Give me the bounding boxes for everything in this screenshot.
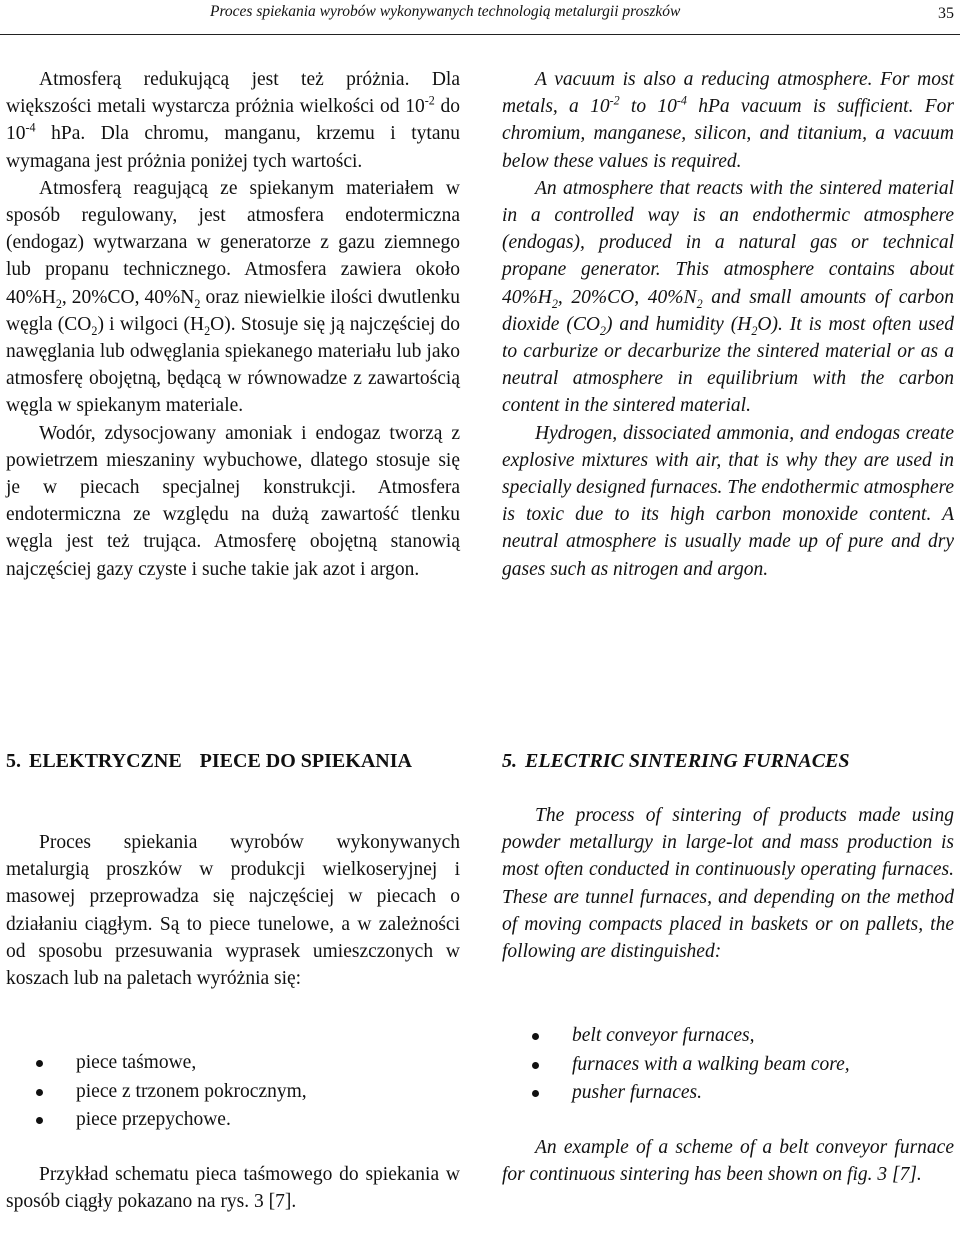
list-item: piece taśmowe, xyxy=(6,1049,460,1078)
pl-paragraph-endogas: Atmosferą reagującą ze spiekanym materiałem w sposób regulowany, jest atmosfera endotermiczna (endogaz) wytwarzana w generatorze z gazu ziemnego lub propanu technicznego. Atmosfera zawiera około $40\%H_2$, 20%CO, $40\%N_2$ oraz niewielkie ilości dwutlenku węgla $(CO_2)$ i wilgoci $(H_2O)$. Stosuje się ją najczęściej do nawęglania lub odwęglania spiekanego materiału lub jako atmosferę obojętną, będącą w równowadze z zawartością węgla w spiekanym materiale. xyxy=(6,177,460,417)
pl-furnace-types-list xyxy=(6,1049,460,1135)
pl-paragraph-vacuum: Atmosferą redukującą jest też próżnia. Dla większości metali wystarcza próżnia wielkości od $10^{-2}$ do $10^{-4}$ hPa. Dla chromu, manganu, krzemu i tytanu wymagana jest próżnia poniżej tych wartości. xyxy=(6,69,461,172)
en-paragraph-explosive: Hydrogen, dissociated ammonia, and endogas create explosive mixtures with air, that is why they are used in specially designed furnaces. The endothermic atmosphere is toxic due to its high carbon monoxide content. A neutral atmosphere is usually made up of pure and dry gases such as nitrogen and argon. xyxy=(502,422,955,580)
pl-section-heading: 5. ELEKTRYCZNE PIECE DO SPIEKANIA xyxy=(6,750,412,772)
running-title: Proces spiekania wyrobów wykonywanych technologią metalurgii proszków xyxy=(210,3,681,20)
en-paragraph-vacuum: A vacuum is also a reducing atmosphere. For most metals, a $10^{-2}$ to $10^{-4}$ hPa vacuum is sufficient. For chromium, manganese, silicon, and titanium, a vacuum below these values is required. xyxy=(502,69,954,172)
list-item: furnaces with a walking beam core, xyxy=(502,1051,954,1080)
list-item: pusher furnaces. xyxy=(502,1079,954,1108)
en-paragraph-endogas: An atmosphere that reacts with the sintered material in a controlled way is an endothermic atmosphere (endogas), produced in a natural gas or technical propane generator. This atmosphere contains about $40\%H_2$, 20%CO, $40\%N_2$ and small amounts of carbon dioxide $(CO_2)$ and humidity $(H_2O)$. It is most often used to carburize or decarburize the sintered material or as a neutral atmosphere in equilibrium with the carbon content in the sintered material. xyxy=(502,177,955,417)
english-column-upper xyxy=(502,66,954,583)
page-number: 35 xyxy=(938,5,954,22)
list-item: piece przepychowe. xyxy=(6,1106,460,1135)
polish-column-lower xyxy=(6,829,460,992)
list-item: belt conveyor furnaces, xyxy=(502,1022,954,1051)
pl-paragraph-furnaces: Proces spiekania wyrobów wykonywanych metalurgią proszków w produkcji wielkoseryjnej i masowej przeprowadza się najczęściej w piecach o działaniu ciągłym. Są to piece tunelowe, a w zależności od sposobu przesuwania wyprasek umieszczonych w koszach lub na paletach wyróżnia się: xyxy=(6,832,460,990)
page-header xyxy=(0,0,960,35)
en-paragraph-furnaces: The process of sintering of products made using powder metallurgy in large-lot and mass production is most often conducted in continuously operating furnaces. These are tunnel furnaces, and depending on the method of moving compacts placed in baskets or on pallets, the following are distinguished: xyxy=(502,805,954,963)
list-item: piece z trzonem pokrocznym, xyxy=(6,1078,460,1107)
en-closing xyxy=(502,1134,954,1188)
en-section-heading: 5. ELECTRIC SINTERING FURNACES xyxy=(502,750,850,772)
pl-paragraph-explosive: Wodór, zdysocjowany amoniak i endogaz tworzą z powietrzem mieszaniny wybuchowe, dlatego stosuje się je w piecach specjalnej konstrukcji. Atmosfera endotermiczna ze względu na dużą zawartość tlenku węgla jest też trująca. Atmosferę obojętną stanowią najczęściej gazy czyste i suche takie jak azot i argon. xyxy=(6,422,460,580)
english-column-lower xyxy=(502,802,954,965)
polish-column-upper xyxy=(6,66,460,583)
pl-closing xyxy=(6,1161,460,1215)
pl-paragraph-example: Przykład schematu pieca taśmowego do spiekania w sposób ciągły pokazano na rys. 3 [7]. xyxy=(6,1164,460,1213)
en-paragraph-example: An example of a scheme of a belt conveyor furnace for continuous sintering has been shown on fig. 3 [7]. xyxy=(502,1137,954,1186)
en-furnace-types-list xyxy=(502,1022,954,1108)
